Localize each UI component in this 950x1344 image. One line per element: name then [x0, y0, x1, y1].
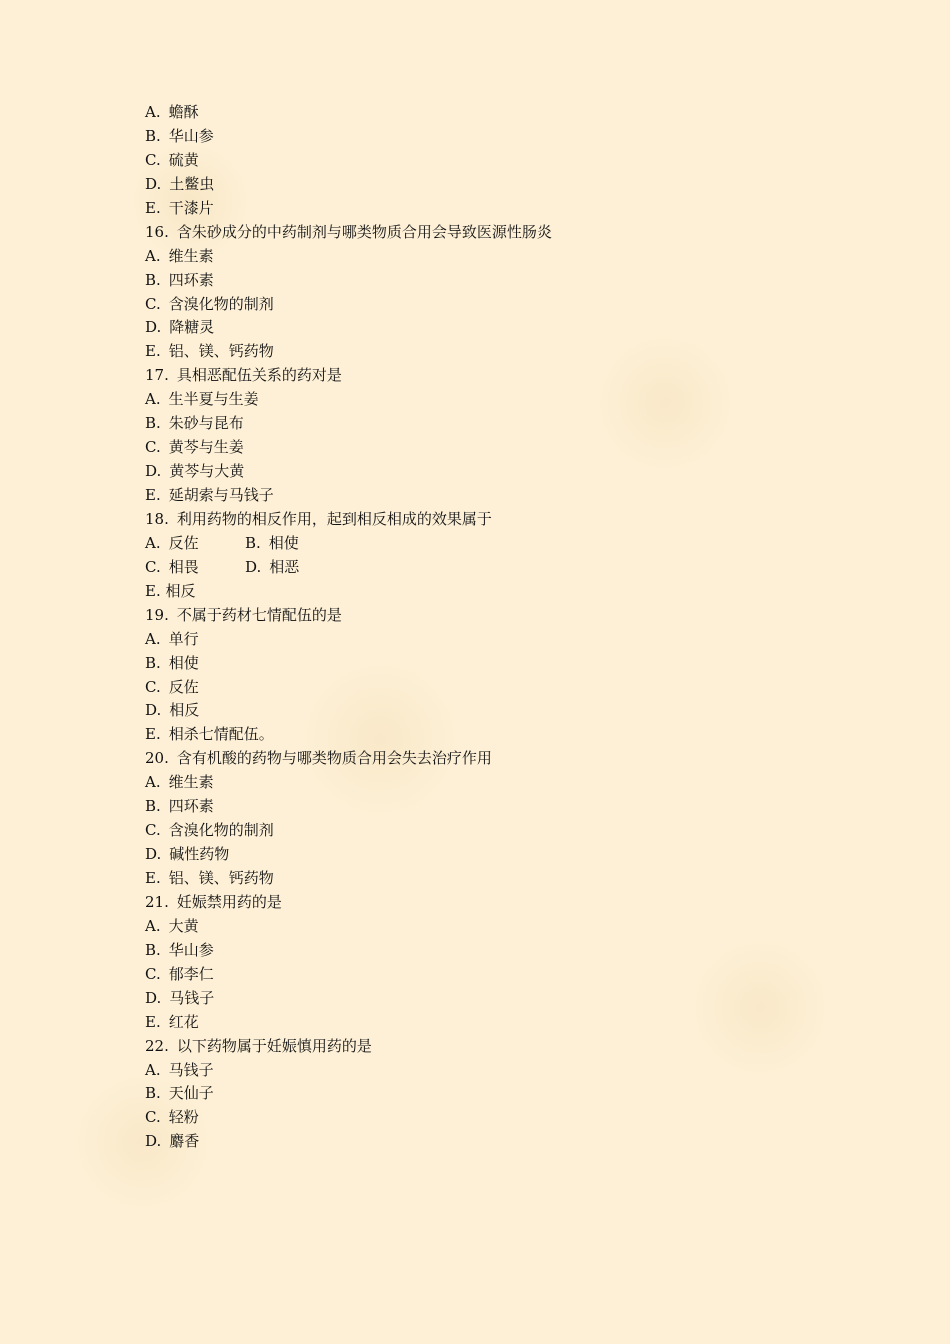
option-row — [145, 532, 845, 556]
question-list — [145, 101, 845, 1154]
option-cell: D. 相恶 — [245, 557, 300, 576]
question-line: 18. 利用药物的相反作用，起到相反相成的效果属于 — [145, 509, 492, 528]
option-line: A. 蟾酥 — [145, 103, 199, 121]
option-line: C. 黄芩与生姜 — [145, 438, 244, 457]
option-line: D. 土鳖虫 — [145, 174, 215, 193]
question-line: 21. 妊娠禁用药的是 — [145, 892, 282, 911]
option-line: A. 大黄 — [145, 916, 199, 935]
option-line: B. 华山参 — [145, 940, 214, 959]
option-line: E. 相杀七情配伍。 — [145, 725, 274, 744]
option-line: A. 生半夏与生姜 — [145, 390, 259, 409]
option-line: C. 反佐 — [145, 677, 199, 696]
option-line: B. 天仙子 — [145, 1084, 214, 1103]
question-line: 20. 含有机酸的药物与哪类物质合用会失去治疗作用 — [145, 749, 492, 768]
question-line: 16. 含朱砂成分的中药制剂与哪类物质合用会导致医源性肠炎 — [145, 222, 552, 241]
option-line: E. 铝、镁、钙药物 — [145, 869, 274, 887]
option-line: E. 铝、镁、钙药物 — [145, 342, 274, 361]
option-line: D. 黄芩与大黄 — [145, 462, 245, 481]
option-line: B. 华山参 — [145, 126, 214, 145]
option-line: D. 碱性药物 — [145, 845, 230, 864]
question-line: 17. 具相恶配伍关系的药对是 — [145, 366, 342, 385]
option-line: C. 含溴化物的制剂 — [145, 821, 274, 840]
option-line: C. 郁李仁 — [145, 964, 214, 983]
question-line: 19. 不属于药材七情配伍的是 — [145, 605, 342, 624]
option-line: E. 红花 — [145, 1012, 199, 1031]
option-line: C. 轻粉 — [145, 1108, 199, 1127]
option-cell: C. 相畏 — [145, 557, 199, 576]
option-line: A. 单行 — [145, 629, 199, 648]
option-line: C. 含溴化物的制剂 — [145, 294, 274, 313]
question-line: 22. 以下药物属于妊娠慎用药的是 — [145, 1036, 372, 1055]
option-line: A. 马钱子 — [145, 1060, 214, 1079]
option-row — [145, 556, 845, 580]
option-line: A. 维生素 — [145, 246, 214, 265]
option-line: E. 干漆片 — [145, 198, 214, 217]
option-line: B. 朱砂与昆布 — [145, 414, 244, 433]
option-line: D. 麝香 — [145, 1132, 200, 1151]
option-cell: B. 相使 — [245, 533, 299, 552]
option-line: C. 硫黄 — [145, 150, 199, 169]
option-line: E. 相反 — [145, 581, 196, 600]
option-line: B. 相使 — [145, 653, 199, 672]
option-line: D. 马钱子 — [145, 988, 215, 1007]
option-line: D. 相反 — [145, 701, 200, 720]
option-line: E. 延胡索与马钱子 — [145, 486, 274, 504]
option-cell: A. 反佐 — [145, 533, 199, 552]
option-line: A. 维生素 — [145, 773, 214, 792]
option-line: B. 四环素 — [145, 270, 214, 289]
option-line: D. 降糖灵 — [145, 318, 215, 337]
option-line: B. 四环素 — [145, 797, 214, 816]
